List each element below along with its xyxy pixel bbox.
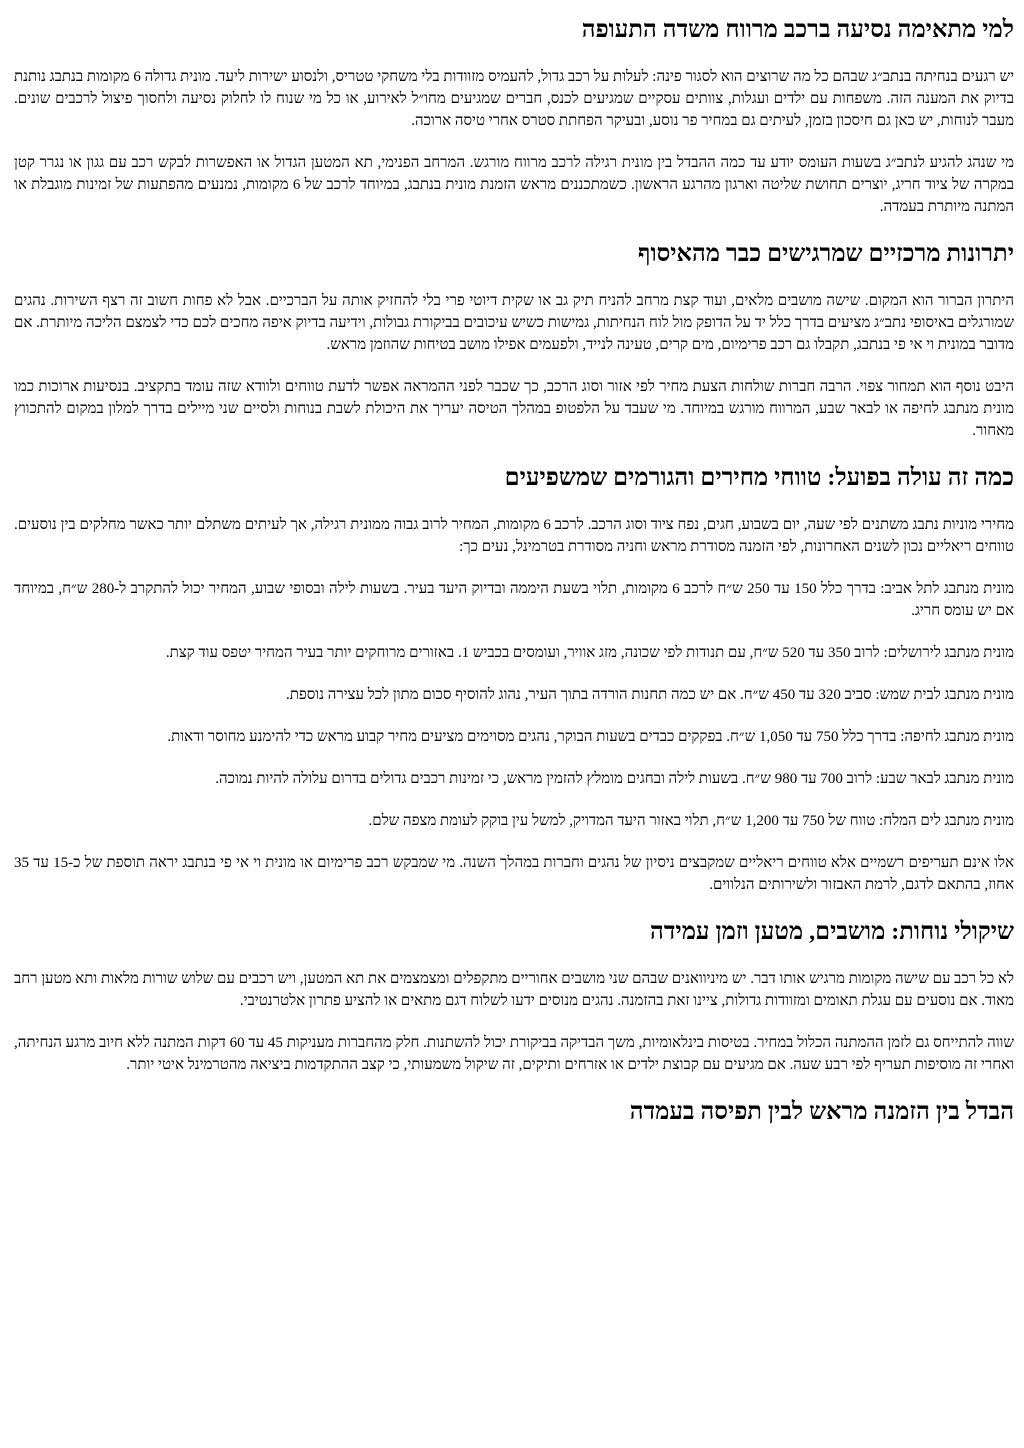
price-paragraph-haifa: מונית מנתבג לחיפה: בדרך כלל 750 עד 1,050 ש״ח. בפקקים כבדים בשעות הבוקר, נהגים מסוימים מציעים מחיר קבוע מראש כדי להימנע מחוסר ודאות.: [167, 729, 1014, 745]
paragraph: שווה להתייחס גם לזמן ההמתנה הכלול במחיר. בטיסות בינלאומיות, משך הבדיקה בביקורת יכול להשתנות. חלק מהחברות מעניקות 45 עד 60 דקות המתנה ללא חיוב מרגע הנחיתה, ואחרי זה מוסיפות תעריף לפי רבע שעה. אם מגיעים עם קבוצת ילדים או אזרחים ותיקים, זה שיקול משמעותי, כי קצב ההתקדמות ביציאה מהטרמינל איטי יותר.: [14, 1035, 1015, 1073]
price-paragraph-jerusalem: מונית מנתבג לירושלים: לרוב 350 עד 520 ש״ח, עם תנודות לפי שכונה, מזג אוויר, ועומסים בכביש 1. באזורים מרוחקים יותר בעיר המחיר יטפס עוד קצת.: [165, 645, 1014, 661]
section-heading: הבדל בין הזמנה מראש לבין תפיסה בעמדה: [629, 1099, 1014, 1125]
section-heading: יתרונות מרכזיים שמרגישים כבר מהאיסוף: [638, 241, 1014, 267]
price-paragraph-beit-shemesh: מונית מנתבג לבית שמש: סביב 320 עד 450 ש״ח. אם יש כמה תחנות הורדה בתוך העיר, נהוג להוסיף סכום מתון לכל עצירה נוספת.: [286, 687, 1014, 703]
section-heading: למי מתאימה נסיעה ברכב מרווח משדה התעופה: [581, 17, 1014, 43]
section-heading: כמה זה עולה בפועל: טווחי מחירים והגורמים שמשפיעים: [504, 465, 1014, 491]
section-heading: שיקולי נוחות: מושבים, מטען וזמן עמידה: [650, 919, 1014, 945]
paragraph: היבט נוסף הוא תמחור צפוי. הרבה חברות שולחות הצעת מחיר לפי אזור וסוג הרכב, כך שכבר לפני ההמראה אפשר לדעת טווחים ולוודא שזה עומד בתקציב. בנסיעות ארוכות כמו מונית מנתבג לחיפה או לבאר שבע, המרווח מורגש במיוחד. מי שעבד על הלפטופ במהלך הטיסה יעריך את היכולת לשבת בנוחות ולסיים שני מיילים בדרך למלון במקום להתכווץ מאחור.: [14, 379, 1014, 439]
section-suitability: [14, 14, 1014, 218]
paragraph: יש רגעים בנחיתה בנתב״ג שבהם כל מה שרוצים הוא לסגור פינה: לעלות על רכב גדול, להעמיס מזוודות בלי משחקי טטריס, ולנסוע ישירות ליעד. מונית גדולה 6 מקומות בנתבג נותנת בדיוק את המענה הזה. משפחות עם ילדים ועגלות, צוותים עסקיים שמגיעים לכנס, חברים שמגיעים מחו״ל לאירוע, או כל מי שנוח לו לחלוק נסיעה ולחסוך פיצול לרכבים שונים. מעבר לנוחות, יש כאן גם חיסכון בזמן, לעיתים גם במחיר פר נוסע, ובעיקר הפחתת סטרס אחרי טיסה ארוכה.: [14, 69, 1014, 129]
paragraph: אלו אינם תעריפים רשמיים אלא טווחים ריאליים שמקבצים ניסיון של נהגים וחברות במהלך השנה. מי שמבקש רכב פרימיום או מונית וי אי פי בנתבג יראה תוספת של כ-15 עד 35 אחוז, בהתאם לדגם, לרמת האבזור ולשירותים הנלווים.: [14, 855, 1014, 893]
section-comfort: [14, 916, 1014, 1076]
paragraph: היתרון הברור הוא המקום. שישה מושבים מלאים, ועוד קצת מרחב להניח תיק גב או שקית דיוטי פרי בלי להחזיק אותה על הברכיים. אבל לא פחות חשוב זה רצף השירות. נהגים שמורגלים באיסופי נתב״ג מציעים בדרך כלל יד על הדופק מול לוח הנחיתות, גמישות כשיש עיכובים בביקורת גבולות, וידיעה בדיוק איפה מחכים לכם כדי לצמצם הליכה מיותרת. אם מדובר במונית וי אי פי בנתבג, תקבלו גם רכב פרימיום, מים קרים, טעינה לנייד, ולפעמים אפילו מושב בטיחות שהוזמן מראש.: [14, 293, 1014, 353]
paragraph: מי שנהג להגיע לנתב״ג בשעות העומס יודע עד כמה ההבדל בין מונית רגילה לרכב מרווח מורגש. המרחב הפנימי, תא המטען הגדול או האפשרות לבקש רכב עם גגון או נגרר קטן במקרה של ציוד חריג, יוצרים תחושת שליטה וארגון מהרגע הראשון. כשמתכננים מראש הזמנת מונית בנתבג, במיוחד לרכב של 6 מקומות, נמנעים מהפתעות של זמינות מוגבלת או המתנה מיותרת בעמדה.: [14, 155, 1014, 215]
price-paragraph-beer-sheva: מונית מנתבג לבאר שבע: לרוב 700 עד 980 ש״ח. בשעות לילה ובחגים מומלץ להזמין מראש, כי זמינות רכבים גדולים בדרום עלולה להיות נמוכה.: [215, 771, 1014, 787]
paragraph: מחירי מוניות נתבג משתנים לפי שעה, יום בשבוע, חגים, נפח ציוד וסוג הרכב. לרכב 6 מקומות, המחיר לרוב גבוה ממונית רגילה, אך לעיתים משתלם יותר כאשר מחלקים בין נוסעים. טווחים ריאליים נכון לשנים האחרונות, לפי הזמנה מסודרת מראש וחניה מסודרת בטרמינל, נעים כך:: [14, 517, 1014, 555]
price-paragraph-dead-sea: מונית מנתבג לים המלח: טווח של 750 עד 1,200 ש״ח, תלוי באזור היעד המדויק, למשל עין בוקק לעומת מצפה שלם.: [368, 813, 1014, 829]
section-prices: [14, 462, 1014, 896]
section-advantages: [14, 238, 1014, 442]
paragraph: לא כל רכב עם שישה מקומות מרגיש אותו דבר. יש מיניוואנים שבהם שני מושבים אחוריים מתקפלים ומצמצמים את תא המטען, ויש רכבים עם שלוש שורות מלאות ותא מטען רחב מאוד. אם נוסעים עם עגלת תאומים ומזוודות גדולות, ציינו זאת בהזמנה. נהגים מנוסים ידעו לשלוח דגם מתאים או להציע פתרון אלטרנטיבי.: [14, 971, 1014, 1009]
section-booking-difference: [14, 1096, 1014, 1128]
price-paragraph-tel-aviv: מונית מנתבג לתל אביב: בדרך כלל 150 עד 250 ש״ח לרכב 6 מקומות, תלוי בשעת היממה ובדיוק היעד בעיר. בשעות לילה ובסופי שבוע, המחיר יכול להתקרב ל-280 ש״ח, במיוחד אם יש עומס חריג.: [14, 581, 1014, 619]
